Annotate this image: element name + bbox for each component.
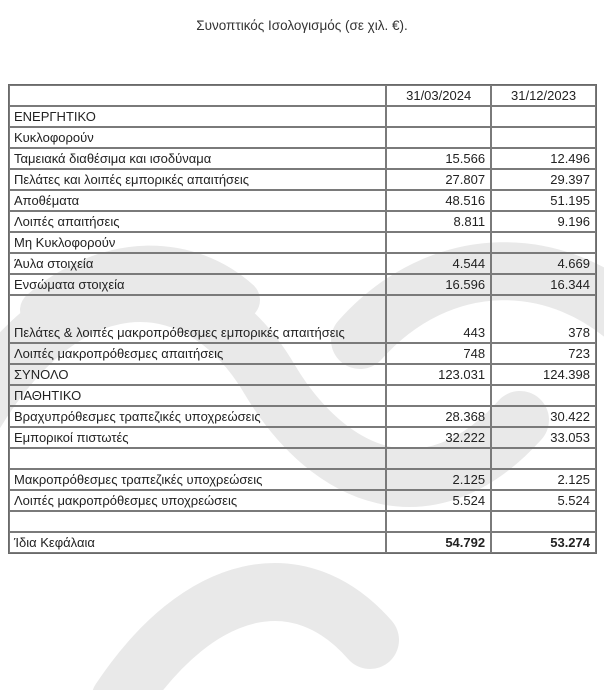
table-row (9, 232, 596, 253)
row-label: Κυκλοφορούν (9, 127, 386, 148)
table-row (9, 253, 596, 274)
row-label (9, 448, 386, 469)
row-label (9, 511, 386, 532)
row-label: Βραχυπρόθεσμες τραπεζικές υποχρεώσεις (9, 406, 386, 427)
table-row-empty (9, 448, 596, 469)
row-label: Αποθέματα (9, 190, 386, 211)
table-row (9, 106, 596, 127)
row-value-2023: 29.397 (491, 169, 596, 190)
row-value-2024: 5.524 (386, 490, 491, 511)
row-value-2023 (491, 127, 596, 148)
row-value-2023: 30.422 (491, 406, 596, 427)
table-row (9, 343, 596, 364)
table-row-equity (9, 532, 596, 553)
row-label: Μακροπρόθεσμες τραπεζικές υποχρεώσεις (9, 469, 386, 490)
row-label: Μη Κυκλοφορούν (9, 232, 386, 253)
table-header-row (9, 85, 596, 106)
row-label: Λοιπές μακροπρόθεσμες απαιτήσεις (9, 343, 386, 364)
row-label: ΠΑΘΗΤΙΚΟ (9, 385, 386, 406)
row-value-2023 (491, 385, 596, 406)
row-label: Πελάτες & λοιπές μακροπρόθεσμες εμπορικές απαιτήσεις (9, 295, 386, 343)
row-label: Ίδια Κεφάλαια (9, 532, 386, 553)
row-label: ΣΥΝΟΛΟ (9, 364, 386, 385)
row-label: Πελάτες και λοιπές εμπορικές απαιτήσεις (9, 169, 386, 190)
table-row (9, 385, 596, 406)
table-row (9, 169, 596, 190)
header-label-cell (9, 85, 386, 106)
table-row (9, 211, 596, 232)
table-row (9, 190, 596, 211)
row-value-2023 (491, 106, 596, 127)
row-value-2023 (491, 511, 596, 532)
row-value-2024: 48.516 (386, 190, 491, 211)
row-value-2024 (386, 385, 491, 406)
row-value-2024: 8.811 (386, 211, 491, 232)
row-value-2024: 4.544 (386, 253, 491, 274)
row-value-2023: 723 (491, 343, 596, 364)
row-label: ΕΝΕΡΓΗΤΙΚΟ (9, 106, 386, 127)
row-value-2023: 2.125 (491, 469, 596, 490)
table-row (9, 427, 596, 448)
row-value-2024: 54.792 (386, 532, 491, 553)
table-row (9, 148, 596, 169)
row-value-2023: 12.496 (491, 148, 596, 169)
row-label: Λοιπές απαιτήσεις (9, 211, 386, 232)
table-row-empty (9, 511, 596, 532)
row-value-2024: 443 (386, 295, 491, 343)
balance-sheet-table (8, 84, 597, 554)
row-value-2023: 4.669 (491, 253, 596, 274)
row-value-2023: 9.196 (491, 211, 596, 232)
row-value-2024: 27.807 (386, 169, 491, 190)
row-label: Λοιπές μακροπρόθεσμες υποχρεώσεις (9, 490, 386, 511)
row-value-2024 (386, 232, 491, 253)
table-row (9, 127, 596, 148)
row-value-2024 (386, 511, 491, 532)
table-row (9, 274, 596, 295)
row-label: Εμπορικοί πιστωτές (9, 427, 386, 448)
table-row (9, 295, 596, 343)
row-value-2024 (386, 127, 491, 148)
row-label: Ενσώματα στοιχεία (9, 274, 386, 295)
table-row-total (9, 364, 596, 385)
table-row (9, 490, 596, 511)
row-label: Ταμειακά διαθέσιμα και ισοδύναμα (9, 148, 386, 169)
table-row (9, 469, 596, 490)
row-value-2023: 51.195 (491, 190, 596, 211)
row-value-2023 (491, 448, 596, 469)
row-value-2023: 53.274 (491, 532, 596, 553)
row-value-2023: 33.053 (491, 427, 596, 448)
column-header: 31/12/2023 (491, 85, 596, 106)
column-header: 31/03/2024 (386, 85, 491, 106)
row-label: Άυλα στοιχεία (9, 253, 386, 274)
row-value-2024: 748 (386, 343, 491, 364)
page-title: Συνοπτικός Ισολογισμός (σε χιλ. €). (196, 18, 408, 33)
row-value-2024: 2.125 (386, 469, 491, 490)
row-value-2024: 28.368 (386, 406, 491, 427)
row-value-2024: 16.596 (386, 274, 491, 295)
row-value-2024: 123.031 (386, 364, 491, 385)
row-value-2024 (386, 106, 491, 127)
row-value-2024: 15.566 (386, 148, 491, 169)
table-row (9, 406, 596, 427)
row-value-2023: 5.524 (491, 490, 596, 511)
row-value-2023: 378 (491, 295, 596, 343)
row-value-2024: 32.222 (386, 427, 491, 448)
row-value-2023 (491, 232, 596, 253)
row-value-2023: 124.398 (491, 364, 596, 385)
row-value-2023: 16.344 (491, 274, 596, 295)
row-value-2024 (386, 448, 491, 469)
